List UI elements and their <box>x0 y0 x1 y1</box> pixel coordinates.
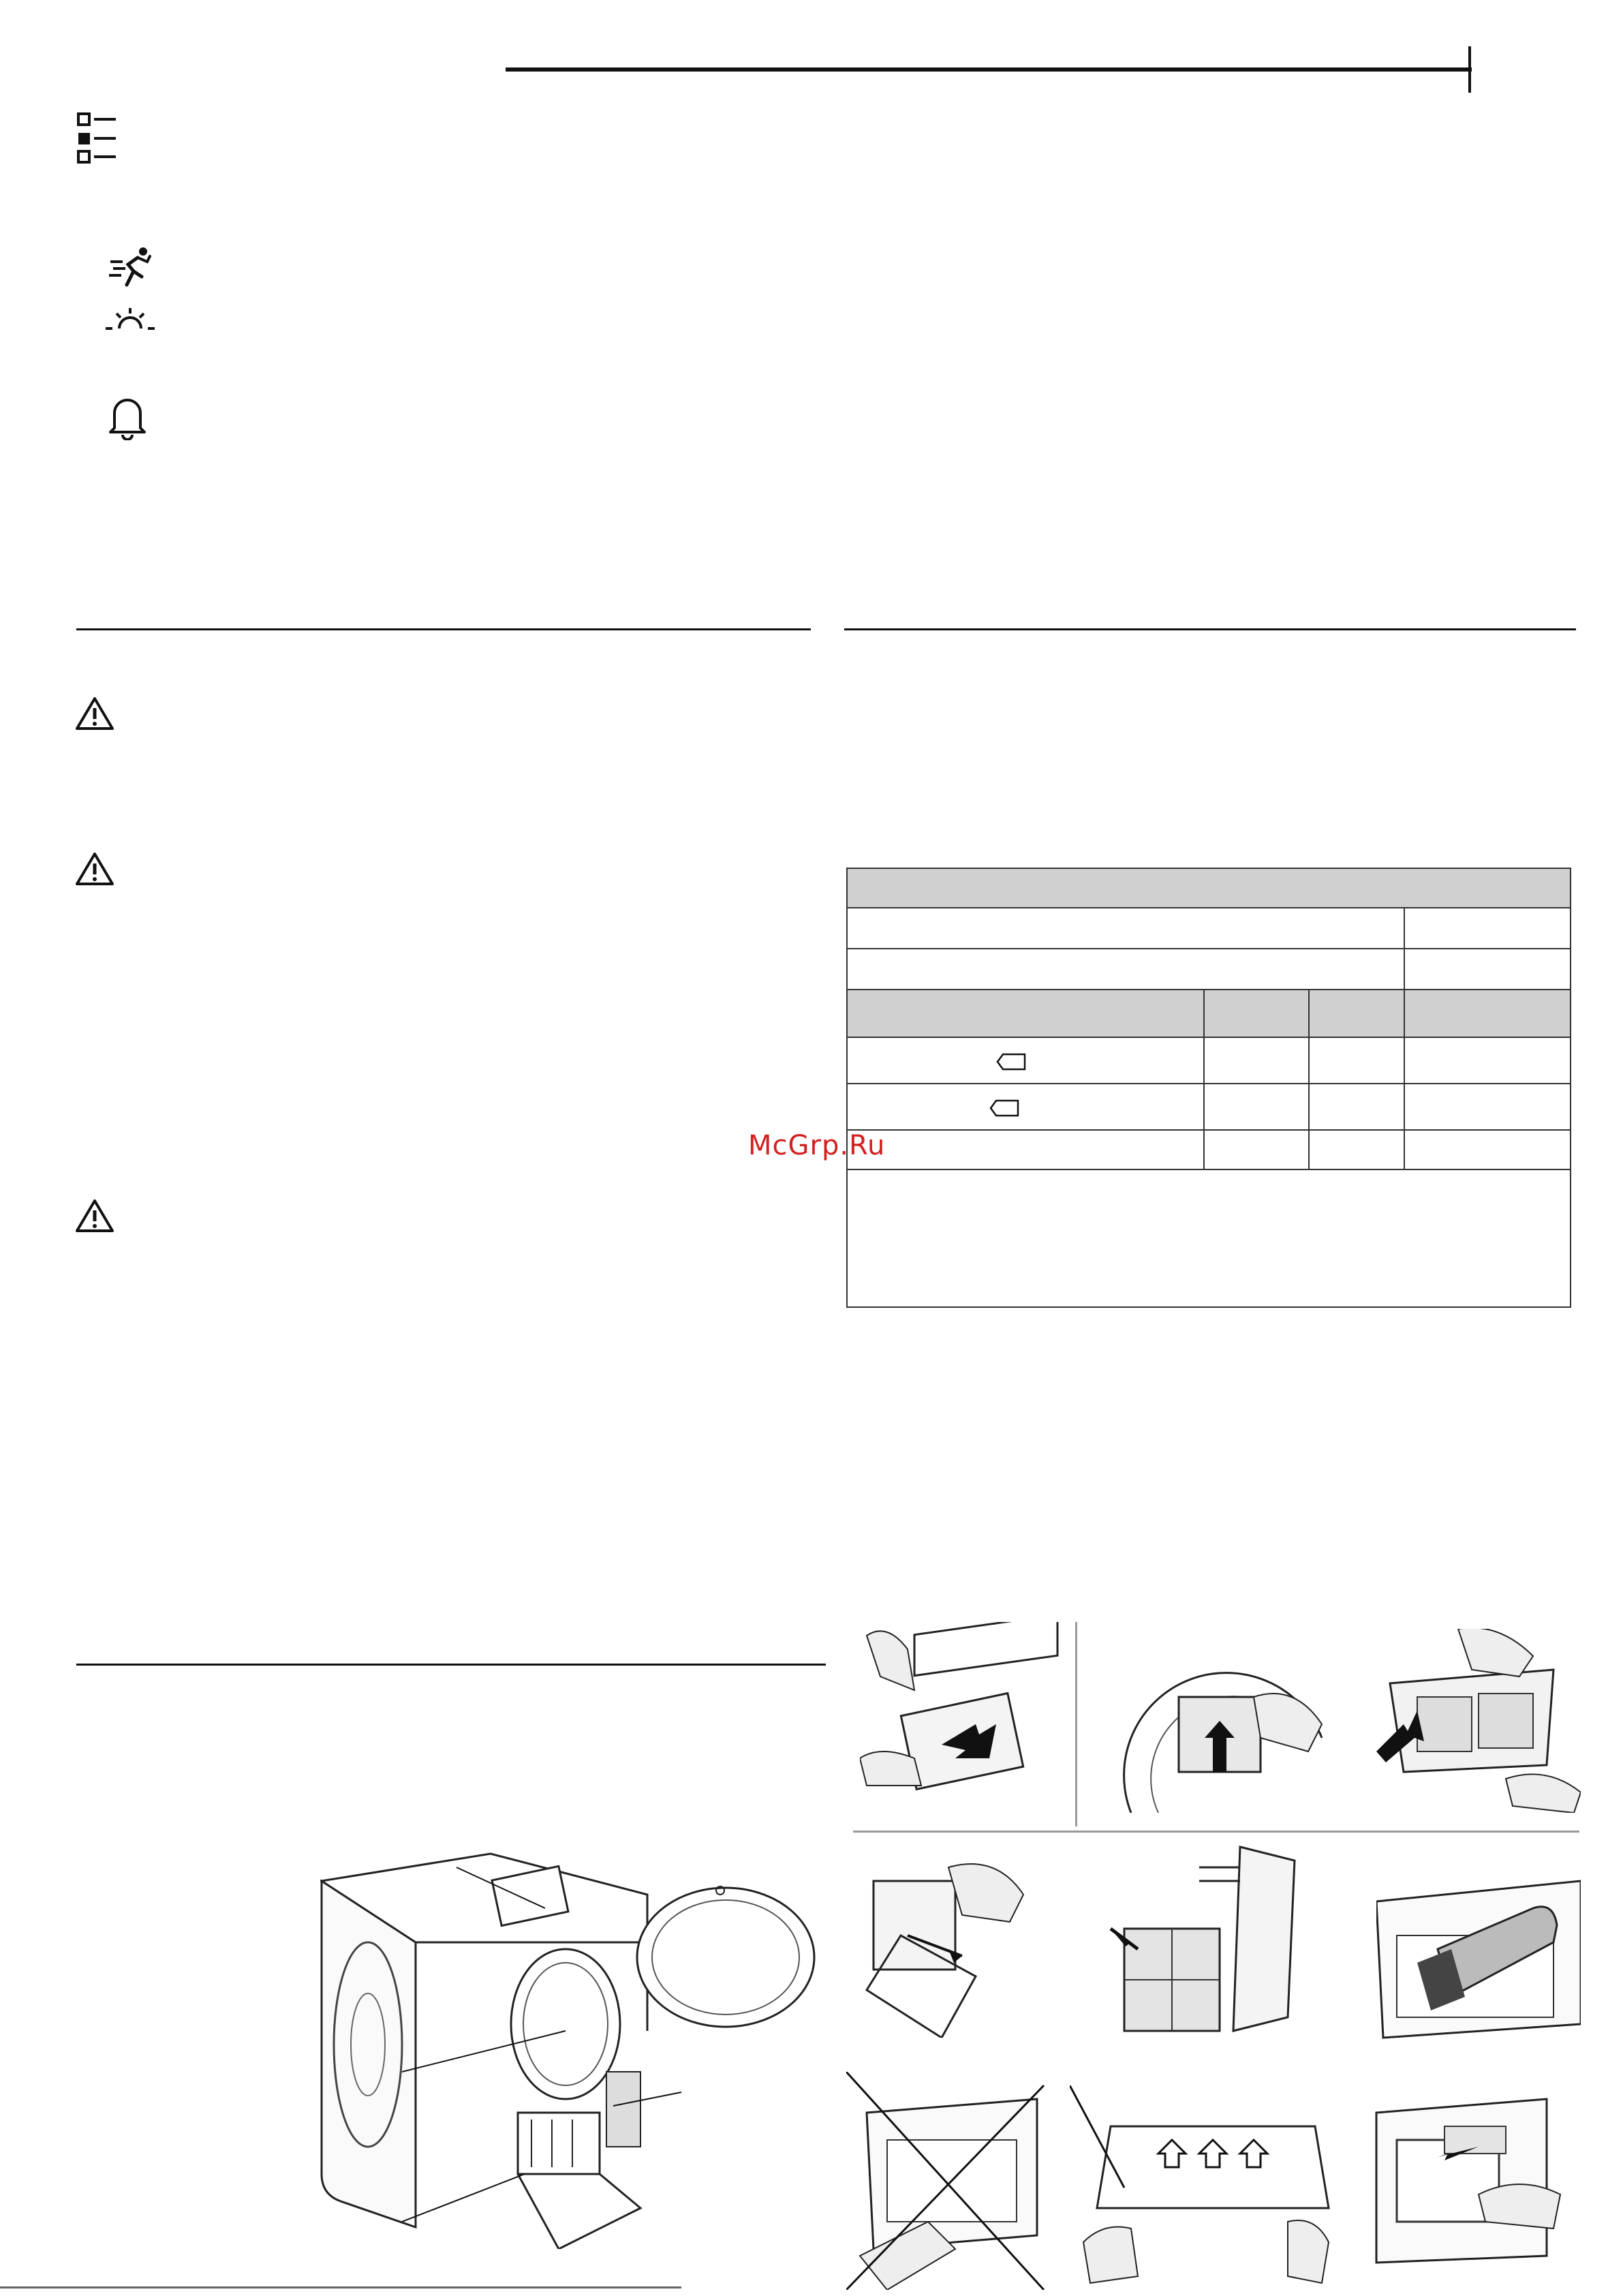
table-col-divider <box>1203 990 1205 1170</box>
footer-rule <box>0 2286 681 2289</box>
watermark: McGrp.Ru <box>748 1130 886 1161</box>
step-remove-base-filter <box>1104 1840 1308 2048</box>
tag-icon <box>989 1099 1019 1117</box>
section-rule-bottom-left <box>76 1664 826 1666</box>
section-rule-right <box>844 628 1576 630</box>
quick-run-icon <box>108 245 153 288</box>
table-header-band <box>848 869 1570 908</box>
table-col-divider <box>1308 990 1310 1170</box>
step-reinsert-water-container <box>1356 2085 1567 2280</box>
step-clean-chamber-gasket <box>846 2072 1051 2293</box>
program-data-table <box>846 868 1571 1308</box>
step-pull-out-water-container <box>860 1622 1064 1803</box>
table-row <box>848 949 1570 990</box>
table-row <box>848 908 1570 949</box>
table-col-divider <box>1404 990 1405 1170</box>
table-subheader-band <box>848 990 1570 1038</box>
program-list-icon <box>76 112 119 165</box>
step-reinsert-base-filter-arrows <box>1070 2085 1342 2293</box>
step-open-filter-clean-lint <box>1376 1629 1581 1816</box>
table-row <box>848 1131 1570 1170</box>
warning-icon <box>75 1198 114 1234</box>
tag-icon <box>996 1053 1026 1071</box>
section-rule-left <box>76 628 811 630</box>
figure-divider-vertical <box>1075 1622 1077 1826</box>
step-open-base-filter-cover <box>846 1854 1037 2041</box>
table-row <box>848 1084 1570 1131</box>
step-vacuum-filter-chamber <box>1376 1861 1581 2048</box>
warning-icon <box>75 851 114 887</box>
bell-icon <box>108 394 147 440</box>
header-rule-tick <box>1468 46 1471 93</box>
header-rule <box>506 67 1472 72</box>
figure-divider-horizontal <box>853 1831 1579 1833</box>
warning-icon <box>75 696 114 731</box>
leader-lines <box>402 1861 688 2246</box>
step-remove-door-filter <box>1117 1656 1335 1816</box>
dry-level-sun-icon <box>106 305 155 334</box>
table-row <box>848 1038 1570 1084</box>
